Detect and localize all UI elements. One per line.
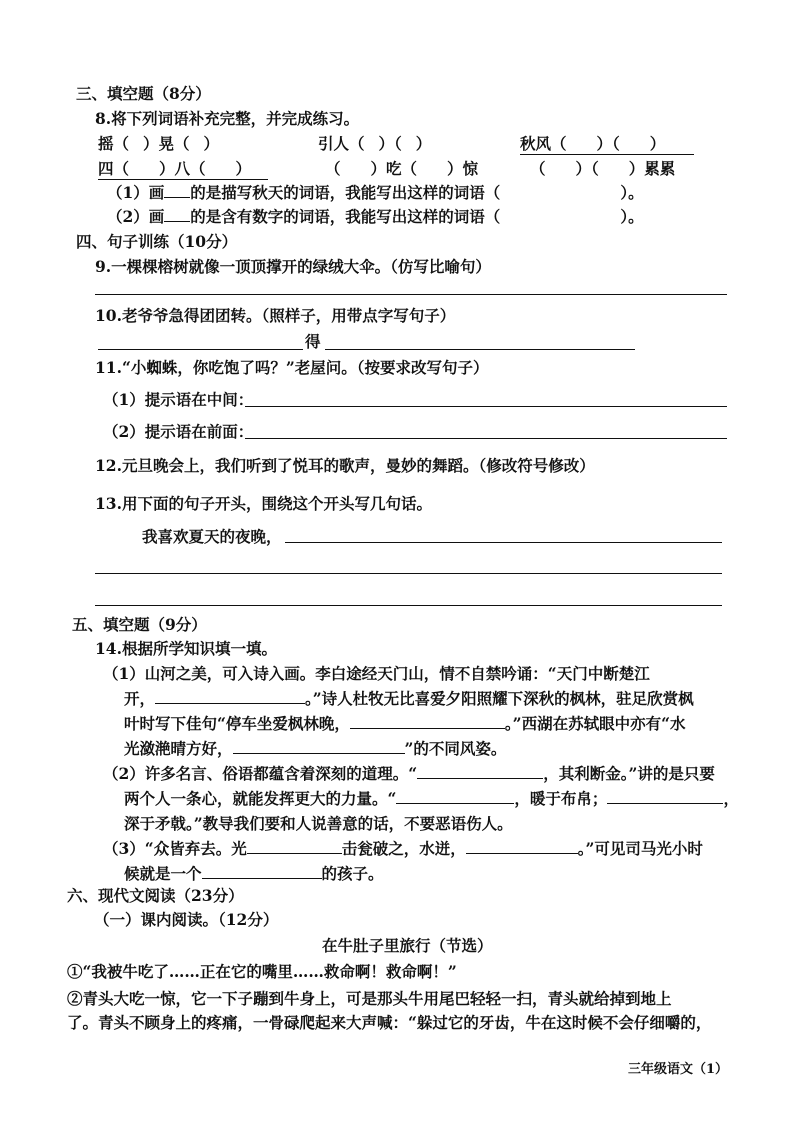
- blank[interactable]: [164, 183, 190, 198]
- q8-row-2b: [325, 159, 478, 179]
- question-10: 10.老爷爷急得团团转。（照样子，用带点字写句子）: [95, 306, 456, 325]
- answer-line[interactable]: [245, 438, 727, 439]
- subsection-heading: （一）课内阅读。（12分）: [94, 910, 279, 929]
- text: ，其利断金。”讲的是只要: [543, 764, 715, 783]
- q14-3-line-1: [103, 839, 703, 859]
- blank[interactable]: [396, 789, 514, 804]
- blank[interactable]: [247, 839, 342, 854]
- q14-1-line-3: [124, 714, 686, 734]
- q8-row-1c: [520, 134, 665, 154]
- text: ）晃（: [143, 134, 190, 153]
- q8-part-2: [107, 207, 644, 227]
- q8-row-2c: [530, 159, 675, 179]
- section-3-heading: 三、填空题（8分）: [76, 84, 211, 103]
- text: ）: [235, 159, 252, 178]
- text: （1）画: [107, 183, 165, 202]
- answer-line[interactable]: [95, 294, 727, 295]
- text: 两个人一条心，就能发挥更大的力量。“: [124, 789, 397, 808]
- text: 摇（: [98, 134, 130, 153]
- text: 叶时写下佳句“停车坐爱枫林晚，: [124, 714, 350, 733]
- q8-row-2: [98, 159, 251, 179]
- answer-line[interactable]: [98, 349, 303, 350]
- text: （: [325, 159, 341, 178]
- text: （2）画: [107, 207, 165, 226]
- q10-de: 得: [305, 332, 321, 351]
- q8-part-1: [107, 183, 644, 203]
- text: ）吃（: [370, 159, 418, 178]
- text: 四（: [98, 159, 130, 178]
- q8-row-1: [98, 134, 219, 154]
- text: （2）许多名言、俗语都蕴含着深刻的道理。“: [103, 764, 418, 783]
- blank[interactable]: [607, 789, 723, 804]
- blank[interactable]: [350, 714, 505, 729]
- question-11: 11.“小蜘蛛，你吃饱了吗？”老屋问。（按要求改写句子）: [95, 358, 489, 377]
- q14-1-line-1: （1）山河之美，可入诗入画。李白途经天门山，情不自禁吟诵：“天门中断楚江: [103, 664, 650, 683]
- text: 秋风（: [520, 134, 567, 153]
- text: 击瓮破之，水迸，: [341, 839, 466, 858]
- text: 的是含有数字的词语，我能写出这样的词语（: [190, 207, 501, 226]
- text: 候就是一个: [124, 864, 202, 883]
- text: （3）“众皆弃去。光: [103, 839, 247, 858]
- text: ）（: [596, 134, 620, 153]
- answer-line[interactable]: [285, 542, 722, 543]
- question-14: 14.根据所学知识填一填。: [95, 639, 277, 658]
- blank[interactable]: [417, 764, 543, 779]
- passage-paragraph-1: ①“我被牛吃了……正在它的嘴里……救命啊！救命啊！”: [67, 962, 457, 981]
- straight-underline: [98, 179, 268, 180]
- text: 的是描写秋天的词语，我能写出这样的词语（: [190, 183, 501, 202]
- blank[interactable]: [155, 689, 305, 704]
- text: ）: [649, 134, 666, 153]
- q14-3-line-2: [124, 864, 384, 884]
- passage-title: 在牛肚子里旅行（节选）: [322, 936, 493, 955]
- answer-line[interactable]: [325, 349, 635, 350]
- q14-2-line-3: 深于矛戟。”教导我们要和人说善意的话，不要恶语伤人。: [124, 814, 513, 833]
- text: ）（: [575, 159, 599, 178]
- section-5-heading: 五、填空题（9分）: [72, 615, 207, 634]
- text: ）八（: [159, 159, 206, 178]
- q14-2-line-2: [124, 789, 739, 809]
- text: ）（: [378, 134, 402, 153]
- passage-paragraph-2-line-2: 了。青头不顾身上的疼痛，一骨碌爬起来大声喊：“躲过它的牙齿，牛在这时候不会仔细嚼的，: [67, 1013, 712, 1032]
- text: 光潋滟晴方好，: [124, 739, 233, 758]
- blank[interactable]: [164, 207, 190, 222]
- text: 。”西湖在苏轼眼中亦有“水: [504, 714, 686, 733]
- question-12: 12.元旦晚会上，我们听到了悦耳的歌声，曼妙的舞蹈。（修改符号修改）: [95, 456, 595, 475]
- question-9: 9.一棵棵榕树就像一顶顶撑开的绿绒大伞。（仿写比喻句）: [95, 257, 491, 276]
- text: ）。: [620, 207, 644, 226]
- blank[interactable]: [202, 864, 322, 879]
- page-footer: 三年级语文（1）: [628, 1062, 729, 1077]
- blank[interactable]: [466, 839, 578, 854]
- text: ，暖于布帛；: [514, 789, 608, 808]
- text: ）。: [620, 183, 644, 202]
- text: 引人（: [318, 134, 365, 153]
- text: ”的不同风姿。: [404, 739, 507, 758]
- text: ）: [415, 134, 432, 153]
- question-13: 13.用下面的句子开头，围绕这个开头写几句话。: [95, 494, 432, 513]
- text: ）: [203, 134, 220, 153]
- text: （: [530, 159, 546, 178]
- answer-line[interactable]: [95, 573, 722, 574]
- answer-line[interactable]: [245, 406, 727, 407]
- section-4-heading: 四、句子训练（10分）: [76, 232, 238, 251]
- passage-paragraph-2-line-1: ②青头大吃一惊，它一下子蹦到牛身上，可是那头牛用尾巴轻轻一扫，青头就给掉到地上: [67, 989, 672, 1008]
- section-6-heading: 六、现代文阅读（23分）: [67, 886, 244, 905]
- answer-line[interactable]: [95, 605, 722, 606]
- text: 。”可见司马光小时: [577, 839, 703, 858]
- text: 开，: [124, 689, 156, 708]
- text: ）惊: [447, 159, 479, 178]
- q14-1-line-4: [124, 739, 506, 759]
- q13-start: 我喜欢夏天的夜晚，: [142, 527, 282, 546]
- q11-part-2: （2）提示语在前面：: [103, 422, 254, 441]
- text: ）累累: [628, 159, 676, 178]
- q8-row-1b: [318, 134, 431, 154]
- text: 。”诗人杜牧无比喜爱夕阳照耀下深秋的枫林，驻足欣赏枫: [305, 689, 694, 708]
- blank[interactable]: [233, 739, 405, 754]
- question-8: 8.将下列词语补充完整，并完成练习。: [95, 109, 360, 128]
- q11-part-1: （1）提示语在中间：: [103, 390, 254, 409]
- text: ，: [723, 789, 739, 808]
- q14-1-line-2: [124, 689, 694, 709]
- q14-2-line-1: [103, 764, 715, 784]
- text: 的孩子。: [321, 864, 384, 883]
- wavy-underline: [520, 154, 694, 155]
